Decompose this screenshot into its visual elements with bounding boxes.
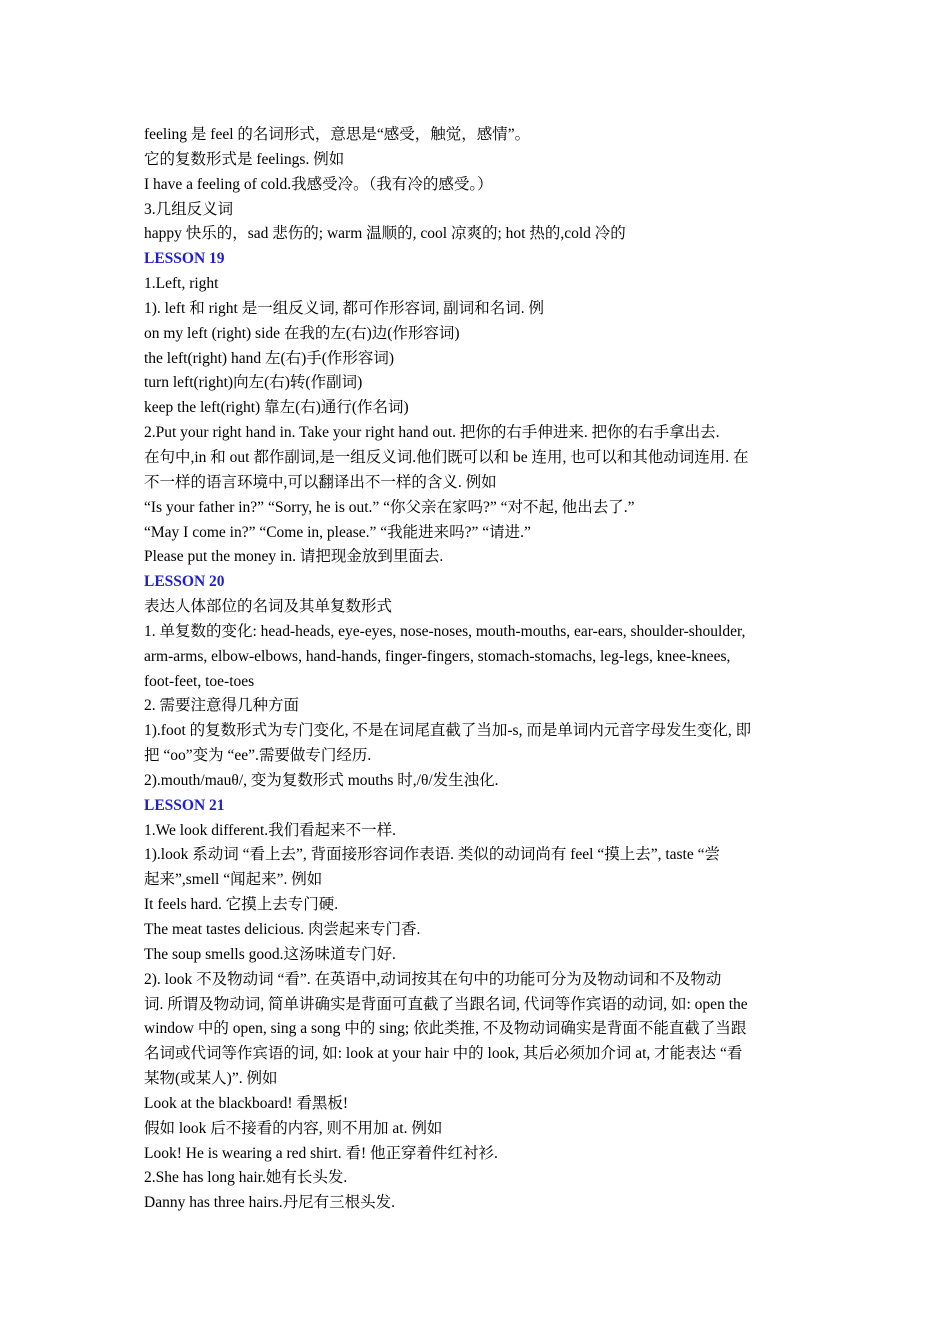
- text-line: 在句中,in 和 out 都作副词,是一组反义词.他们既可以和 be 连用, 也可以和其他动词连用. 在: [144, 448, 749, 466]
- text-line: 1). left 和 right 是一组反义词, 都可作形容词, 副词和名词. 例: [144, 299, 544, 317]
- text-line: Look! He is wearing a red shirt. 看! 他正穿着件红衬衫.: [144, 1144, 498, 1162]
- text-line: window 中的 open, sing a song 中的 sing; 依此类推, 不及物动词确实是背面不能直截了当跟: [144, 1020, 747, 1038]
- text-line: It feels hard. 它摸上去专门硬.: [144, 896, 339, 914]
- text-line: feeling 是 feel 的名词形式，意思是“感受，触觉，感情”。: [144, 126, 531, 143]
- text-line: 把 “oo”变为 “ee”.需要做专门经历.: [144, 747, 372, 765]
- text-line: keep the left(right) 靠左(右)通行(作名词): [144, 399, 409, 417]
- text-line: 2).mouth/mauθ/, 变为复数形式 mouths 时,/θ/发生浊化.: [144, 771, 499, 789]
- text-line: turn left(right)向左(右)转(作副词): [144, 374, 363, 392]
- text-line: 2. 需要注意得几种方面: [144, 697, 300, 715]
- text-line: 起来”,smell “闻起来”. 例如: [144, 871, 323, 889]
- text-line: 它的复数形式是 feelings. 例如: [144, 150, 345, 168]
- text-line: foot-feet, toe-toes: [144, 672, 255, 690]
- text-line: 表达人体部位的名词及其单复数形式: [144, 598, 393, 616]
- lesson-heading: LESSON 19: [144, 250, 225, 268]
- text-line: Danny has three hairs.丹尼有三根头发.: [144, 1194, 395, 1212]
- lesson-heading: LESSON 20: [144, 573, 225, 591]
- text-line: The meat tastes delicious. 肉尝起来专门香.: [144, 921, 421, 938]
- text-line: the left(right) hand 左(右)手(作形容词): [144, 349, 395, 367]
- text-line: 3.几组反义词: [144, 200, 234, 218]
- text-line: Look at the blackboard! 看黑板!: [144, 1094, 349, 1112]
- text-line: The soup smells good.这汤味道专门好.: [144, 945, 396, 963]
- text-line: 假如 look 后不接看的内容, 则不用加 at. 例如: [144, 1119, 443, 1137]
- text-line: 词. 所谓及物动词, 简单讲确实是背面可直截了当跟名词, 代词等作宾语的动词, 如: open the: [144, 995, 748, 1013]
- text-line: 2.She has long hair.她有长头发.: [144, 1169, 348, 1187]
- text-line: 1. 单复数的变化: head-heads, eye-eyes, nose-noses, mouth-mouths, ear-ears, shoulder-shoulder,: [144, 622, 746, 640]
- text-line: I have a feeling of cold.我感受冷。（我有冷的感受。）: [144, 175, 493, 193]
- text-line: “Is your father in?” “Sorry, he is out.” “你父亲在家吗?” “对不起, 他出去了.”: [144, 498, 635, 516]
- text-line: 2.Put your right hand in. Take your right hand out. 把你的右手伸进来. 把你的右手拿出去.: [144, 424, 720, 442]
- lesson-heading: LESSON 21: [144, 796, 225, 814]
- text-line: 不一样的语言环境中,可以翻译出不一样的含义. 例如: [144, 473, 497, 491]
- document-page: [144, 123, 804, 1216]
- text-line: 1).foot 的复数形式为专门变化, 不是在词尾直截了当加-s, 而是单词内元音字母发生变化, 即: [144, 722, 752, 740]
- text-line: “May I come in?” “Come in, please.” “我能进来吗?” “请进.”: [144, 523, 531, 541]
- text-line: 1).look 系动词 “看上去”, 背面接形容词作表语. 类似的动词尚有 feel “摸上去”, taste “尝: [144, 846, 720, 864]
- text-line: Please put the money in. 请把现金放到里面去.: [144, 548, 444, 566]
- text-line: on my left (right) side 在我的左(右)边(作形容词): [144, 324, 460, 342]
- text-line: 2). look 不及物动词 “看”. 在英语中,动词按其在句中的功能可分为及物动词和不及物动: [144, 970, 722, 988]
- text-line: arm-arms, elbow-elbows, hand-hands, finger-fingers, stomach-stomachs, leg-legs, knee-knees,: [144, 647, 731, 665]
- text-line: happy 快乐的，sad 悲伤的; warm 温顺的, cool 凉爽的; hot 热的,cold 冷的: [144, 225, 626, 243]
- text-line: 1.We look different.我们看起来不一样.: [144, 821, 397, 839]
- text-line: 某物(或某人)”. 例如: [144, 1070, 278, 1088]
- text-line: 1.Left, right: [144, 275, 219, 293]
- text-line: 名词或代词等作宾语的词, 如: look at your hair 中的 look, 其后必须加介词 at, 才能表达 “看: [144, 1045, 743, 1063]
